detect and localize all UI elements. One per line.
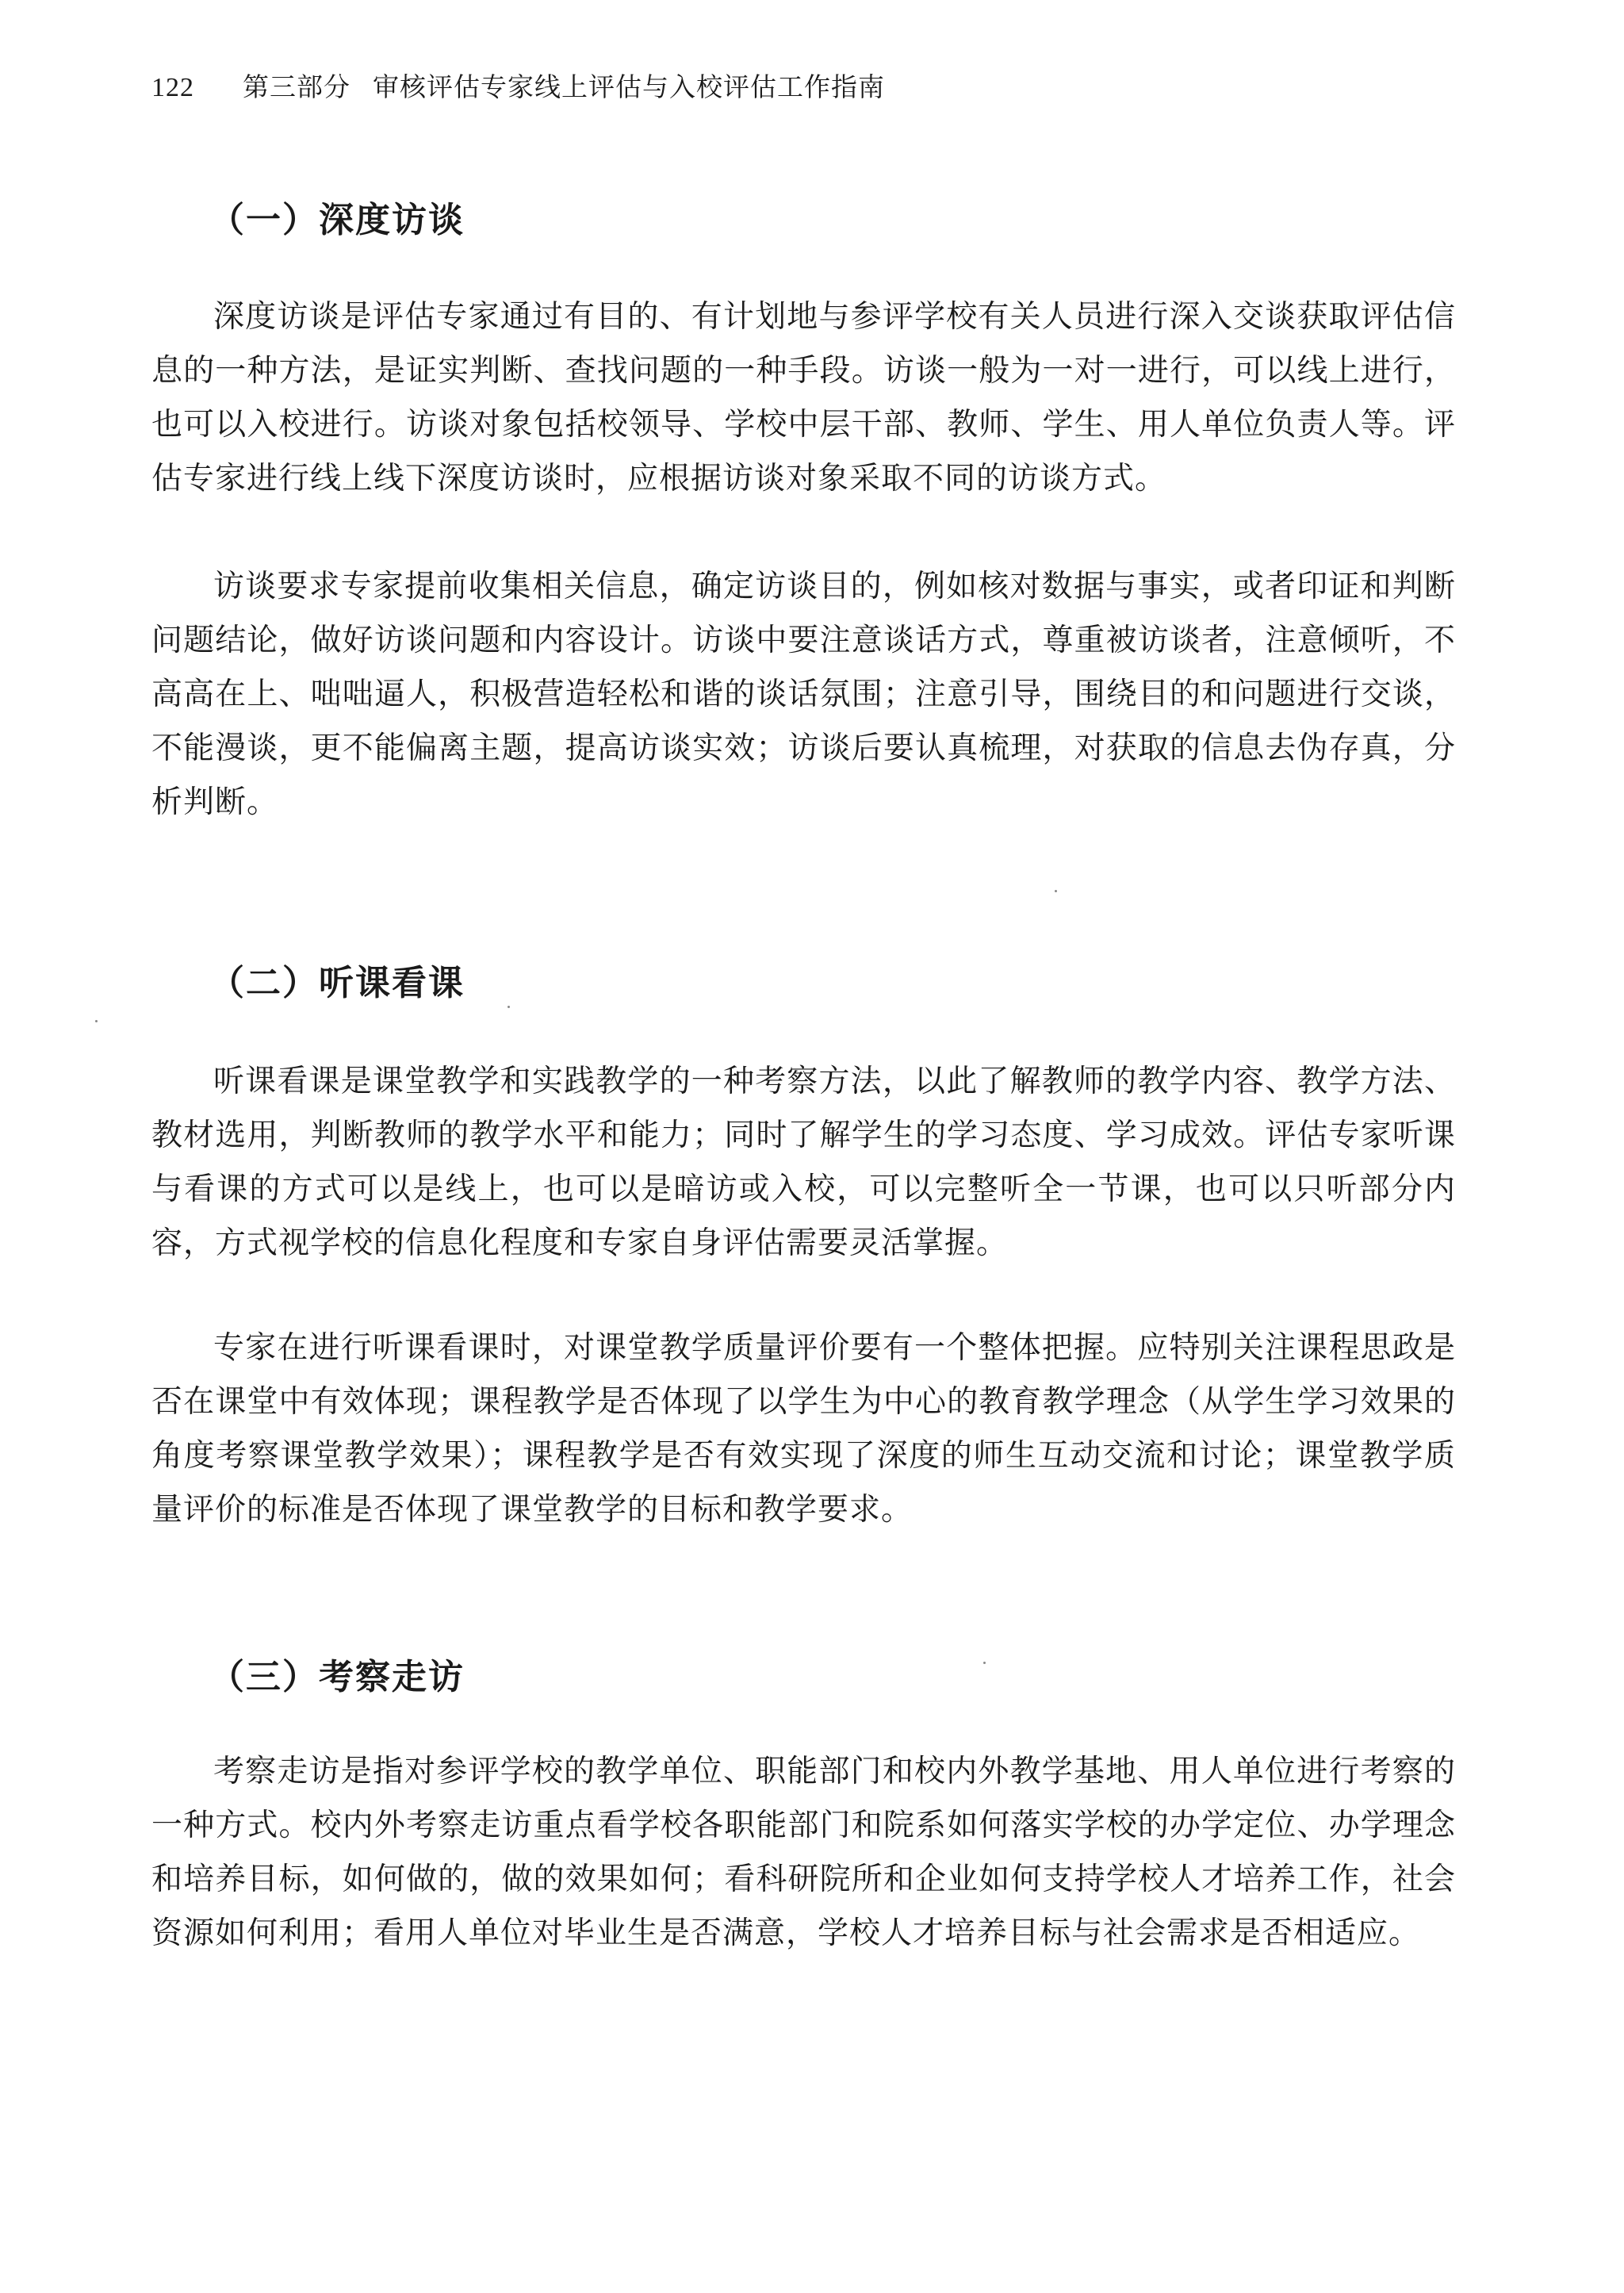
scan-speck xyxy=(1055,890,1057,892)
paragraph-2-1: 听课看课是课堂教学和实践教学的一种考察方法，以此了解教师的教学内容、教学方法、教材选用，判断教师的教学水平和能力；同时了解学生的学习态度、学习成效。评估专家听课与看课的方式可以是线上，也可以是暗访或入校，可以完整听全一节课，也可以只听部分内容，方式视学校的信息化程度和专家自身评估需要灵活掌握。 xyxy=(151,1064,1456,1261)
page-number: 122 xyxy=(151,73,194,102)
paragraph-2-2: 专家在进行听课看课时，对课堂教学质量评价要有一个整体把握。应特别关注课程思政是否在课堂中有效体现；课程教学是否体现了以学生为中心的教育教学理念（从学生学习效果的角度考察课堂教学效果）；课程教学是否有效实现了深度的师生互动交流和讨论；课堂教学质量评价的标准是否体现了课堂教学的目标和教学要求。 xyxy=(151,1330,1456,1528)
paragraph-1-2: 访谈要求专家提前收集相关信息，确定访谈目的，例如核对数据与事实，或者印证和判断问题结论，做好访谈问题和内容设计。访谈中要注意谈话方式，尊重被访谈者，注意倾听，不高高在上、咄咄逼人，积极营造轻松和谐的谈话氛围；注意引导，围绕目的和问题进行交谈，不能漫谈，更不能偏离主题，提高访谈实效；访谈后要认真梳理，对获取的信息去伪存真，分析判断。 xyxy=(151,569,1456,820)
scan-speck xyxy=(983,1662,986,1664)
scan-speck xyxy=(95,1020,98,1022)
scan-speck xyxy=(508,1006,510,1008)
section-heading-3: （三）考察走访 xyxy=(209,1657,465,1697)
section-heading-1: （一）深度访谈 xyxy=(209,200,465,240)
section-heading-2: （二）听课看课 xyxy=(209,963,465,1003)
paragraph-1-1: 深度访谈是评估专家通过有目的、有计划地与参评学校有关人员进行深入交谈获取评估信息的一种方法，是证实判断、查找问题的一种手段。访谈一般为一对一进行，可以线上进行，也可以入校进行。访谈对象包括校领导、学校中层干部、教师、学生、用人单位负责人等。评估专家进行线上线下深度访谈时，应根据访谈对象采取不同的访谈方式。 xyxy=(151,299,1456,497)
running-header xyxy=(151,63,1500,111)
paragraph-3-1: 考察走访是指对参评学校的教学单位、职能部门和校内外教学基地、用人单位进行考察的一种方式。校内外考察走访重点看学校各职能部门和院系如何落实学校的办学定位、办学理念和培养目标，如何做的，做的效果如何；看科研院所和企业如何支持学校人才培养工作，社会资源如何利用；看用人单位对毕业生是否满意，学校人才培养目标与社会需求是否相适应。 xyxy=(151,1754,1456,1951)
header-title: 审核评估专家线上评估与入校评估工作指南 xyxy=(373,71,885,102)
part-label: 第三部分 xyxy=(243,71,350,102)
